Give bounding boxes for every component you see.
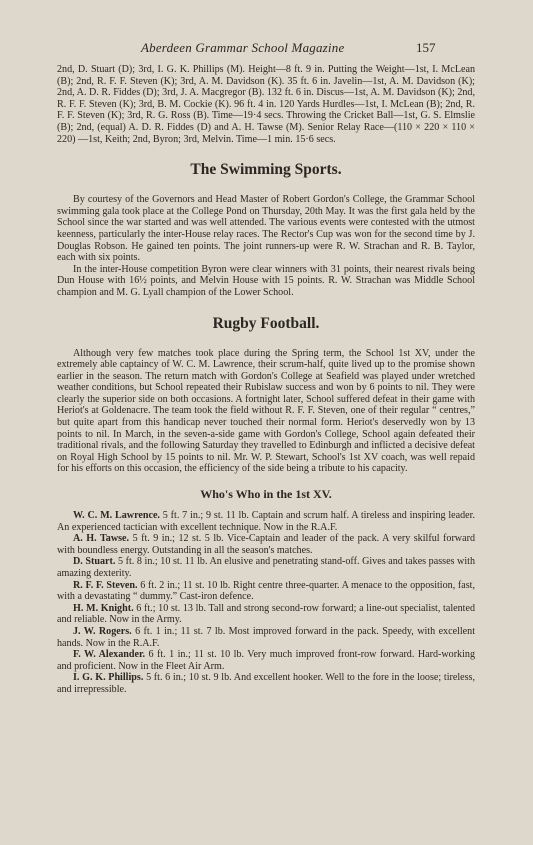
player-name: H. M. Knight. bbox=[73, 602, 134, 614]
player-description: 6 ft. 1 in.; 11 st. 10 lb. Very much improved front-row forward. Hard-working and proficient. Now in the Fleet Air Arm. bbox=[57, 649, 476, 672]
player-entry bbox=[57, 580, 475, 603]
player-description: 5 ft. 8 in.; 10 st. 11 lb. An elusive and penetrating stand-off. Gives and takes passes with amazing dexterity. bbox=[57, 556, 476, 579]
running-title: Aberdeen Grammar School Magazine bbox=[141, 40, 345, 55]
rugby-paragraph: Although very few matches took place during the Spring term, the School 1st XV, under the extremely able captaincy of W. C. M. Lawrence, their scrum-half, quite lived up to the promise shown earlier in the season. The return match with Gordon's College at Seafield was played under wretched weather conditions, but School repeated their Rubislaw success and won by 6 points to nil. They were clearly the superior side on both occasions. A fortnight later, School suffered defeat in their game with Heriot's at Goldenacre. The team took the field without R. F. F. Steven, one of their regular “ centres,” but quite apart from this handicap never touched their normal form. Heriot's deservedly won by 13 points to nil. In March, in the seven-a-side game with Gordon's College, School again defeated their traditional rivals, and the following Saturday they travelled to Edinburgh and inflicted a decisive defeat on Royal High School by 15 points to nil. Mr. W. P. Stewart, School's 1st XV coach, was well repaid for his efforts on this occasion, the efficiency of the side being a tribute to his capacity. bbox=[57, 347, 475, 475]
whos-who-heading: Who's Who in the 1st XV. bbox=[200, 487, 332, 502]
player-name: R. F. F. Steven. bbox=[73, 579, 138, 591]
page-number: 157 bbox=[416, 40, 436, 55]
player-name: W. C. M. Lawrence. bbox=[73, 510, 160, 522]
player-description: 5 ft. 9 in.; 12 st. 5 lb. Vice-Captain and leader of the pack. A very skilful forward with boundless energy. Outstanding in all the season's matches. bbox=[57, 533, 475, 556]
player-list bbox=[57, 510, 475, 696]
player-entry bbox=[57, 556, 475, 579]
player-name: J. W. Rogers. bbox=[73, 625, 132, 637]
player-entry bbox=[57, 672, 475, 695]
swimming-paragraph: By courtesy of the Governors and Head Master of Robert Gordon's College, the Grammar School swimming gala took place at the College Pond on Thursday, 20th May. It was the first gala held by the School since the war started and was well attended. The various events were contested with the utmost keenness, particularly the inter-House relay races. The Rector's Cup was won for the second time by J. Douglas Robson. He gained ten points. The joint runners-up were R. W. Strachan and R. B. Taylor, each with six points. bbox=[57, 194, 475, 264]
player-entry bbox=[57, 626, 475, 649]
swimming-paragraph: In the inter-House competition Byron were clear winners with 31 points, their nearest rivals being Dun House with 16½ points, and Melvin House with 15 points. R. W. Strachan was Middle School champion and M. G. Lyall champion of the Lower School. bbox=[57, 263, 475, 298]
player-entry bbox=[57, 649, 475, 672]
player-name: F. W. Alexander. bbox=[73, 649, 146, 661]
rugby-heading: Rugby Football. bbox=[212, 314, 320, 332]
player-description: 6 ft.; 10 st. 13 lb. Tall and strong second-row forward; a line-out specialist, talented and reliable. Now in the Army. bbox=[57, 602, 475, 626]
athletics-results-continued: 2nd, D. Stuart (D); 3rd, I. G. K. Phillips (M). Height—8 ft. 9 in. Putting the Weight—1st, I. McLean (B); 2nd, R. F. F. Steven (K); 3rd, A. M. Davidson (K). 35 ft. 6 in. Javelin—1st, A. M. Davidson (K); 2nd, A. D. R. Fiddes (D); 3rd, J. A. Macgregor (B). 132 ft. 6 in. Discus—1st, A. M. Davidson (K); 2nd, R. F. F. Steven (K); 3rd, B. M. Cockie (K). 96 ft. 4 in. 120 Yards Hurdles—1st, I. McLean (B); 2nd, R. F. F. Steven (K); 3rd, R. G. Ross (B). Time—19·4 secs. Throwing the Cricket Ball—1st, G. S. Elmslie (B); 2nd, (equal) A. D. R. Fiddes (D) and A. H. Tawse (M). Senior Relay Race—(110 × 220 × 110 × 220) —1st, Keith; 2nd, Byron; 3rd, Melvin. Time—1 min. 15·6 secs. bbox=[57, 64, 475, 145]
page-header bbox=[0, 40, 533, 58]
player-description: 6 ft. 2 in.; 11 st. 10 lb. Right centre three-quarter. A menace to the opposition, fast, with a devastating “ dummy.” Cast-iron defence. bbox=[57, 579, 476, 603]
player-entry bbox=[57, 603, 475, 626]
swimming-heading: The Swimming Sports. bbox=[190, 161, 342, 179]
player-entry bbox=[57, 533, 475, 556]
player-name: D. Stuart. bbox=[73, 556, 116, 568]
player-description: 6 ft. 1 in.; 11 st. 7 lb. Most improved forward in the pack. Speedy, with excellent hands. Now in the R.A.F. bbox=[57, 625, 475, 649]
player-name: A. H. Tawse. bbox=[73, 533, 130, 545]
player-name: I. G. K. Phillips. bbox=[73, 672, 144, 684]
page-body bbox=[57, 64, 475, 696]
player-description: 5 ft. 7 in.; 9 st. 11 lb. Captain and scrum half. A tireless and inspiring leader. An experienced tactician with excellent technique. Now in the R.A.F. bbox=[57, 510, 475, 533]
player-description: 5 ft. 6 in.; 10 st. 9 lb. And excellent hooker. Well to the fore in the loose; tireless, and irrepressible. bbox=[57, 672, 475, 695]
player-entry bbox=[57, 510, 475, 533]
